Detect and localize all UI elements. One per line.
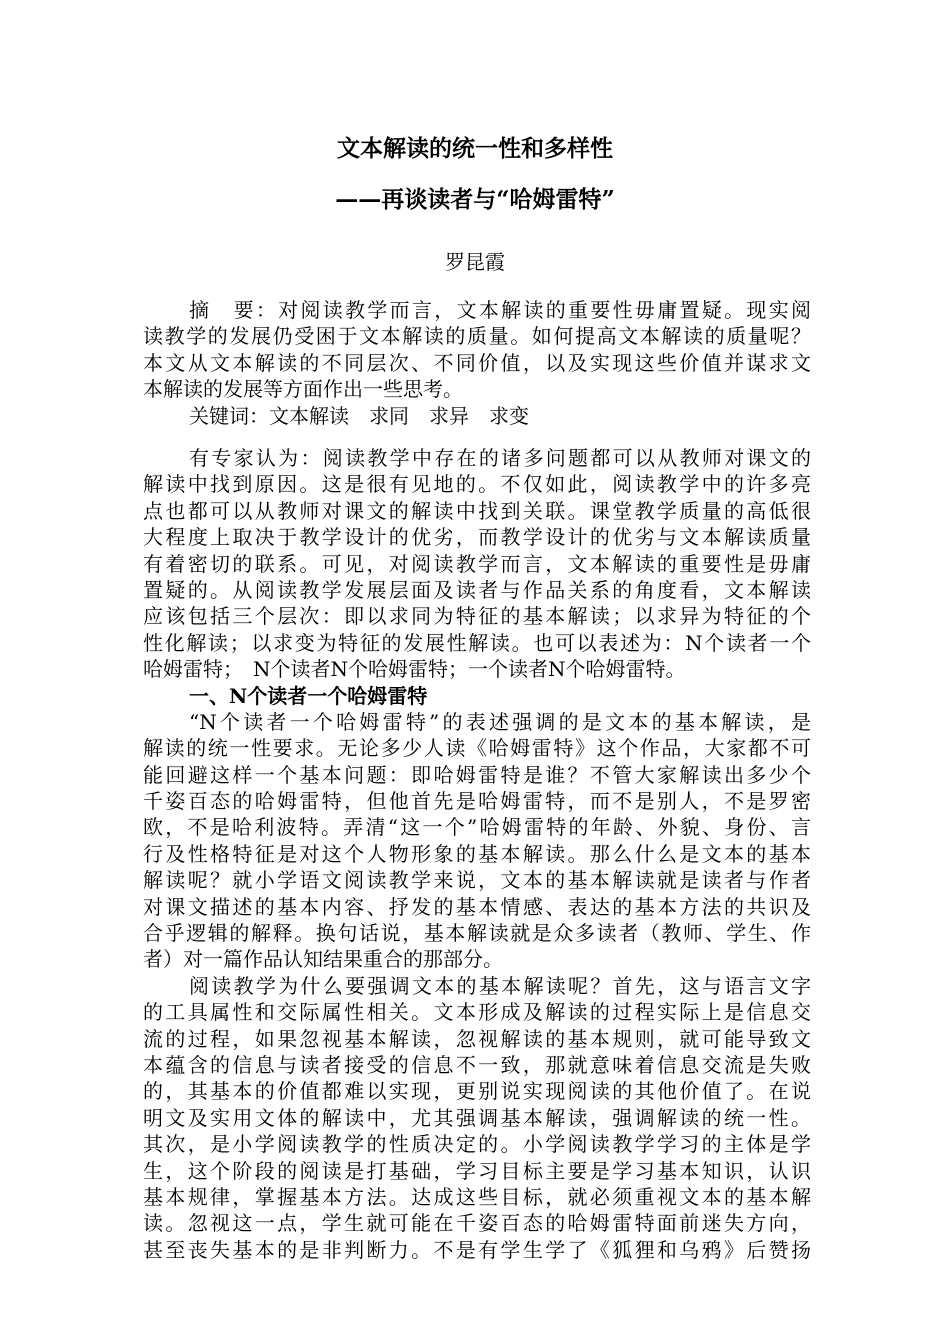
body-line: 本蕴含的信息与读者接受的信息不一致，那就意味着信息交流是失败 <box>143 1052 811 1077</box>
body-line: 的工具属性和交际属性相关。文本形成及解读的过程实际上是信息交 <box>143 1000 811 1025</box>
body-line: 大程度上取决于教学设计的优劣，而教学设计的优劣与文本解读质量 <box>143 525 811 550</box>
keywords-line: 关键词：文本解读 求同 求异 求变 <box>189 403 529 428</box>
body-line: 性化解读；以求变为特征的发展性解读。也可以表述为：N个读者一个 <box>143 630 811 655</box>
body-line: 对课文描述的基本内容、抒发的基本情感、表达的基本方法的共识及 <box>143 894 811 919</box>
body-section <box>143 445 811 1263</box>
abstract-line: 本文从文本解读的不同层次、不同价值，以及实现这些价值并谋求文 <box>143 350 811 375</box>
body-line: 基本规律，掌握基本方法。达成这些目标，就必须重视文本的基本解 <box>143 1184 811 1209</box>
body-line: 哈姆雷特； N个读者N个哈姆雷特；一个读者N个哈姆雷特。 <box>143 657 686 682</box>
document-subtitle: ——再谈读者与“哈姆雷特” <box>335 186 615 213</box>
body-line: “N个读者一个哈姆雷特”的表述强调的是文本的基本解读，是 <box>189 709 811 734</box>
body-line: 欧，不是哈利波特。弄清“这一个”哈姆雷特的年龄、外貌、身份、言 <box>143 815 811 840</box>
section-heading: 一、N个读者一个哈姆雷特 <box>189 683 428 708</box>
body-line: 流的过程，如果忽视基本解读，忽视解读的基本规则，就可能导致文 <box>143 1026 811 1051</box>
body-line: 甚至丧失基本的是非判断力。不是有学生学了《狐狸和乌鸦》后赞扬 <box>143 1237 811 1262</box>
body-line: 的，其基本的价值都难以实现，更别说实现阅读的其他价值了。在说 <box>143 1079 811 1104</box>
abstract-line: 本解读的发展等方面作出一些思考。 <box>143 377 463 402</box>
body-line: 合乎逻辑的解释。换句话说，基本解读就是众多读者（教师、学生、作 <box>143 921 811 946</box>
abstract-line: 摘 要：对阅读教学而言，文本解读的重要性毋庸置疑。现实阅 <box>189 298 811 322</box>
body-line: 能回避这样一个基本问题：即哈姆雷特是谁？不管大家解读出多少个 <box>143 762 811 787</box>
body-line: 者）对一篇作品认知结果重合的那部分。 <box>143 947 503 972</box>
body-line: 阅读教学为什么要强调文本的基本解读呢？首先，这与语言文字 <box>189 973 811 998</box>
body-line: 解读的统一性要求。无论多少人读《哈姆雷特》这个作品，大家都不可 <box>143 736 811 761</box>
body-line: 解读中找到原因。这是很有见地的。不仅如此，阅读教学中的许多亮 <box>143 472 811 497</box>
body-line: 点也都可以从教师对课文的解读中找到关联。课堂教学质量的高低很 <box>143 498 811 523</box>
body-line: 明文及实用文体的解读中，尤其强调基本解读，强调解读的统一性。 <box>143 1105 811 1130</box>
body-line: 解读呢？就小学语文阅读教学来说，文本的基本解读就是读者与作者 <box>143 868 811 893</box>
body-line: 生，这个阶段的阅读是打基础，学习目标主要是学习基本知识，认识 <box>143 1158 811 1183</box>
body-line: 应该包括三个层次：即以求同为特征的基本解读；以求异为特征的个 <box>143 604 811 629</box>
body-line: 行及性格特征是对这个人物形象的基本解读。那么什么是文本的基本 <box>143 841 811 866</box>
body-line: 读。忽视这一点，学生就可能在千姿百态的哈姆雷特面前迷失方向， <box>143 1211 811 1236</box>
abstract-section <box>143 297 811 429</box>
body-line: 其次，是小学阅读教学的性质决定的。小学阅读教学学习的主体是学 <box>143 1132 811 1157</box>
author-name: 罗昆霞 <box>445 250 505 274</box>
document-title: 文本解读的统一性和多样性 <box>337 135 613 162</box>
body-line: 置疑的。从阅读教学发展层面及读者与作品关系的角度看，文本解读 <box>143 577 811 602</box>
abstract-line: 读教学的发展仍受困于文本解读的质量。如何提高文本解读的质量呢？ <box>143 324 811 349</box>
body-line: 千姿百态的哈姆雷特，但他首先是哈姆雷特，而不是别人，不是罗密 <box>143 789 811 814</box>
body-line: 有着密切的联系。可见，对阅读教学而言，文本解读的重要性是毋庸 <box>143 551 811 576</box>
body-line: 有专家认为：阅读教学中存在的诸多问题都可以从教师对课文的 <box>189 446 811 470</box>
